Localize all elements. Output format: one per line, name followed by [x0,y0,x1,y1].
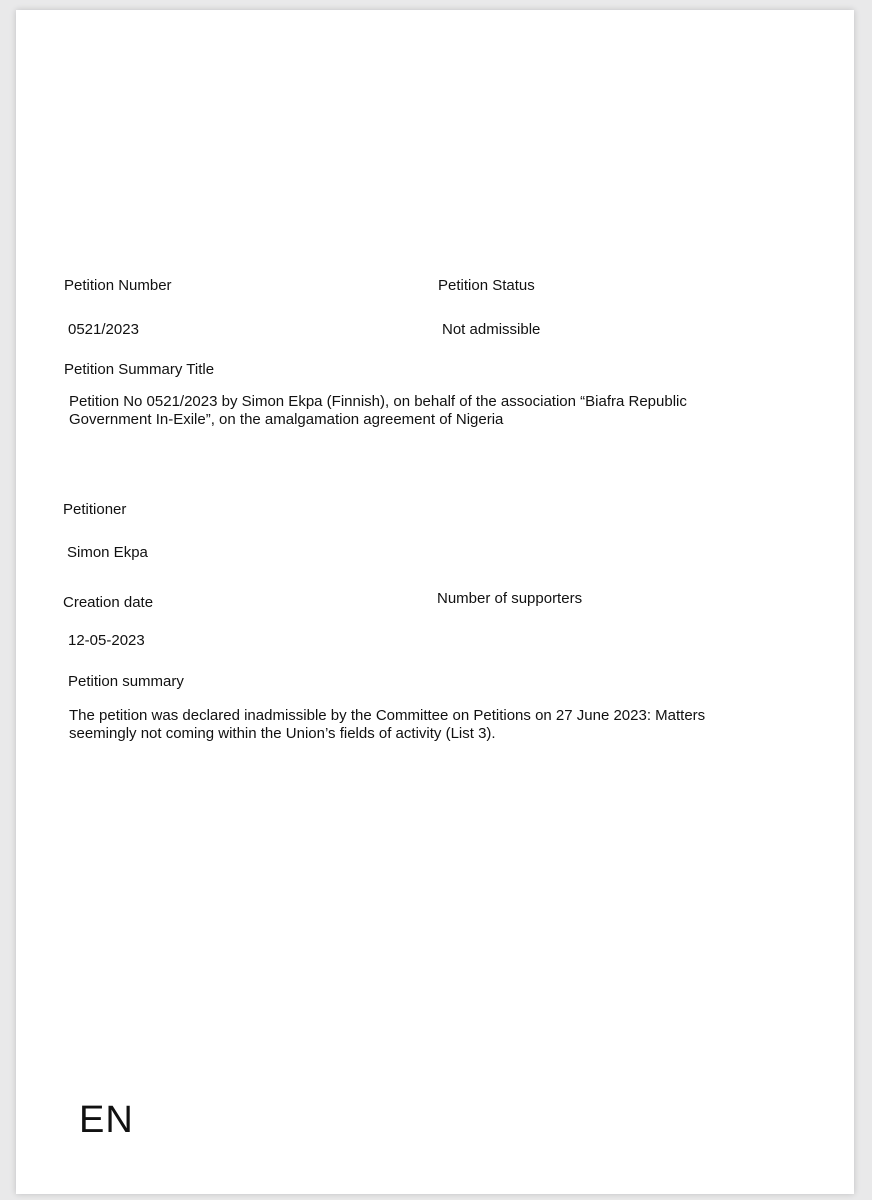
petition-summary-label: Petition summary [68,673,184,690]
number-of-supporters-label: Number of supporters [437,590,583,607]
petition-summary-title-label: Petition Summary Title [64,361,215,378]
petition-number-label: Petition Number [64,277,172,294]
summary-title-line: Petition No 0521/2023 by Simon Ekpa (Finnish), on behalf of the association “Biafra Republic [69,393,687,410]
language-code: EN [79,1099,134,1141]
summary-line: The petition was declared inadmissible by the Committee on Petitions on 27 June 2023: Matters [69,707,706,724]
petition-number-value: 0521/2023 [68,321,139,338]
petition-status-label: Petition Status [438,277,535,294]
petition-summary-value [69,707,759,743]
petition-status-value: Not admissible [442,321,541,338]
petitioner-label: Petitioner [63,501,127,518]
petition-summary-title-value [69,393,759,429]
creation-date-value: 12-05-2023 [68,632,145,649]
creation-date-label: Creation date [63,594,154,611]
summary-line: seemingly not coming within the Union’s fields of activity (List 3). [69,725,496,742]
petitioner-value: Simon Ekpa [67,544,148,561]
document-page [16,10,854,1194]
summary-title-line: Government In-Exile”, on the amalgamation agreement of Nigeria [69,411,504,428]
